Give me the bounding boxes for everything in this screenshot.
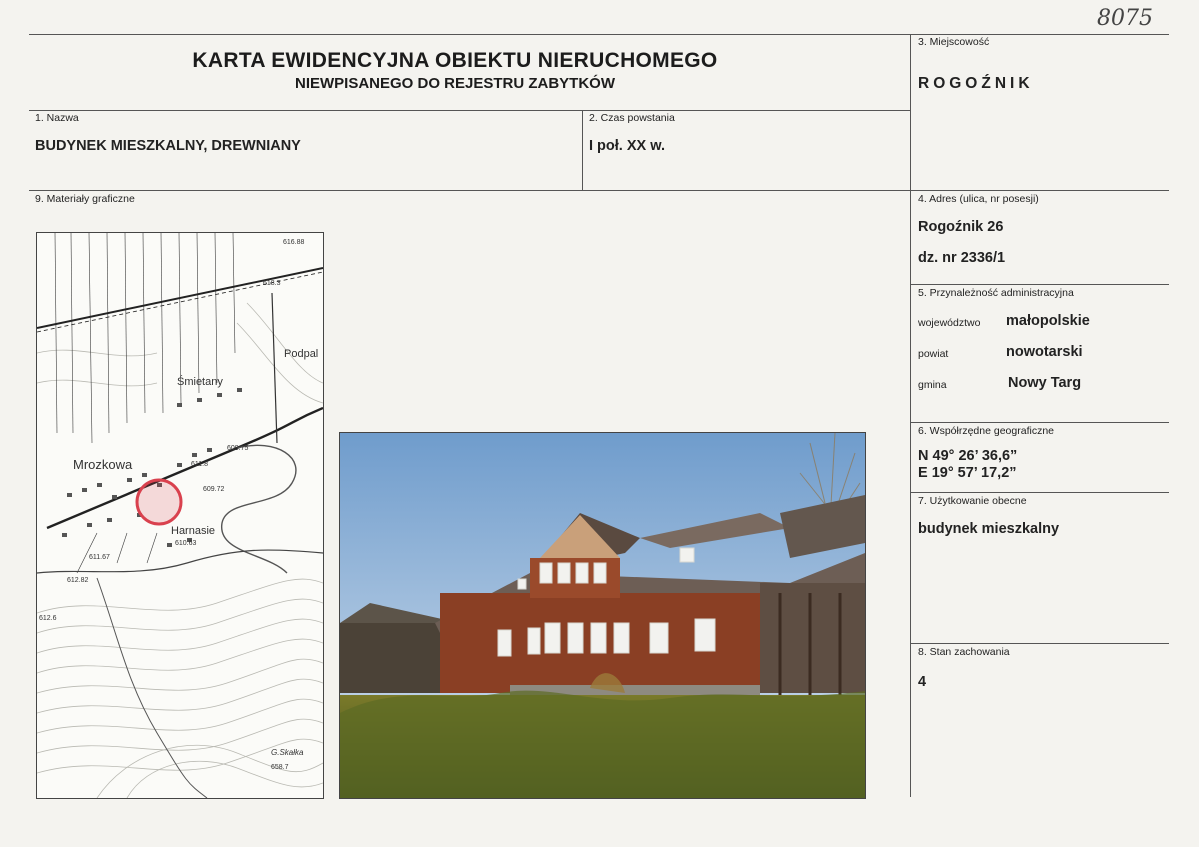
- row-divider-3: [910, 284, 1169, 285]
- map-height-609: 609.75: [227, 445, 249, 452]
- card-title: KARTA EWIDENCYJNA OBIEKTU NIERUCHOMEGO: [192, 49, 718, 72]
- row-divider-5: [910, 492, 1169, 493]
- map-drawing: [37, 233, 323, 798]
- longitude-value: E 19° 57’ 17,2”: [918, 465, 1017, 481]
- uzytkowanie-value: budynek mieszkalny: [918, 521, 1060, 537]
- right-column-divider: [910, 34, 911, 797]
- czas-value: I poł. XX w.: [589, 138, 665, 154]
- map-height-609b: 609.72: [203, 486, 225, 493]
- map-field-strips: [55, 233, 235, 573]
- map-label-podpal: Podpal: [284, 348, 319, 360]
- location-marker: [137, 480, 181, 524]
- building-photo: [339, 432, 866, 799]
- map-label-smietany: Śmietany: [177, 376, 223, 388]
- powiat-value: nowotarski: [1006, 344, 1083, 360]
- adres-line1: Rogoźnik 26: [918, 219, 1004, 235]
- latitude-value: N 49° 26’ 36,6”: [918, 448, 1018, 464]
- map-height-611: 611.8: [191, 461, 208, 468]
- map-height-612: 612.82: [67, 577, 89, 584]
- name-date-divider: [582, 110, 583, 190]
- gmina-value: Nowy Targ: [1008, 375, 1082, 391]
- top-border-line: [29, 34, 1169, 35]
- uzytkowanie-label: 7. Użytkowanie obecne: [918, 495, 1027, 507]
- row-divider-2: [29, 190, 1169, 191]
- row-divider-4: [910, 422, 1169, 423]
- card-subtitle: NIEWPISANEGO DO REJESTRU ZABYTKÓW: [294, 75, 616, 92]
- adres-line2: dz. nr 2336/1: [918, 250, 1006, 266]
- handwritten-inventory-number: 8075: [1097, 6, 1153, 31]
- nazwa-label: 1. Nazwa: [35, 112, 79, 124]
- stan-label: 8. Stan zachowania: [918, 646, 1010, 658]
- czas-label: 2. Czas powstania: [589, 112, 675, 124]
- nazwa-value: BUDYNEK MIESZKALNY, DREWNIANY: [35, 138, 301, 154]
- map-river: [222, 445, 296, 573]
- materialy-label: 9. Materiały graficzne: [35, 193, 135, 205]
- miejscowosc-label: 3. Miejscowość: [918, 36, 990, 48]
- map-height-618: 618.3: [263, 280, 281, 287]
- map-height-611b: 611.67: [89, 554, 110, 561]
- powiat-key: powiat: [918, 348, 949, 360]
- miejscowosc-value: ROGOŹNIK: [918, 75, 1034, 92]
- location-map: [36, 232, 324, 799]
- adres-label: 4. Adres (ulica, nr posesji): [918, 193, 1039, 205]
- przynaleznosc-label: 5. Przynależność administracyjna: [918, 287, 1074, 299]
- stan-value: 4: [918, 674, 927, 690]
- wojewodztwo-value: małopolskie: [1006, 313, 1090, 329]
- map-height-658: 658.7: [271, 764, 289, 771]
- map-label-skalka: G.Skałka: [271, 748, 304, 757]
- map-label-harnasie: Harnasie: [171, 525, 216, 537]
- map-height-616: 616.88: [283, 239, 305, 246]
- gmina-key: gmina: [918, 379, 947, 391]
- row-divider-6: [910, 643, 1169, 644]
- wspolrzedne-label: 6. Współrzędne geograficzne: [918, 425, 1054, 437]
- photo-drawing: [340, 433, 865, 798]
- map-height-610: 610.63: [175, 540, 197, 547]
- row-divider-1: [29, 110, 910, 111]
- map-label-mrozkowa: Mrozkowa: [73, 457, 133, 472]
- wojewodztwo-key: województwo: [918, 317, 981, 329]
- map-height-612b: 612.6: [39, 615, 57, 622]
